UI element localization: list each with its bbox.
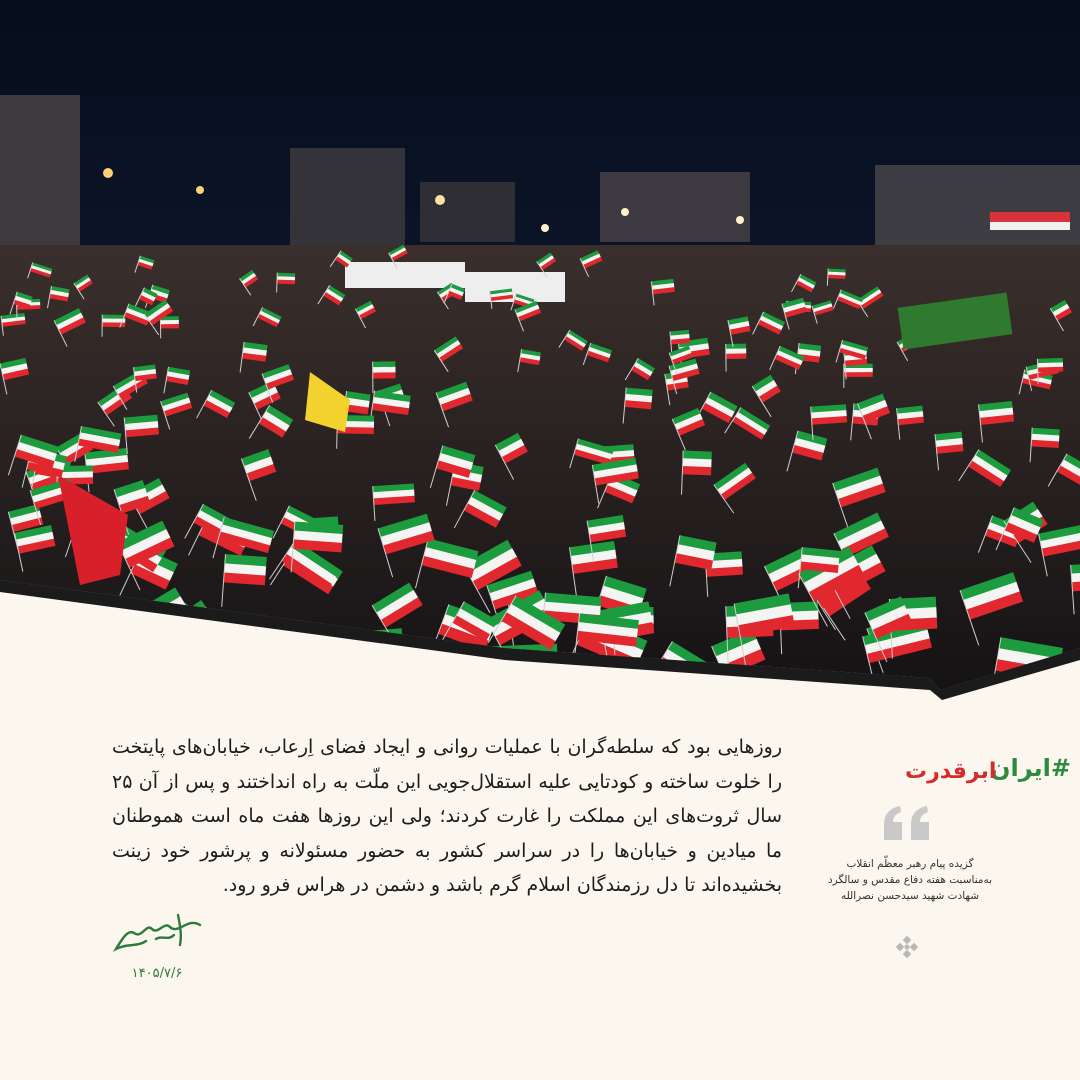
flag [76,635,156,719]
flag [97,607,160,670]
hashtag-logo [820,748,1071,786]
quote-icon [880,800,935,848]
flag [181,614,230,674]
flag [8,621,74,692]
banner [345,262,465,288]
ornament-icon [896,936,918,958]
quote-date: ۱۴۰۵/۷/۶ [131,966,183,981]
caption-line-1: گزیده پیام رهبر معظّم انقلاب [846,858,974,870]
hashtag-part2: ابرقدرت [905,759,997,784]
hashtag-part1: #ایران [990,754,1071,782]
caption [800,856,1020,904]
flag [36,599,117,684]
quote-text: روزهایی بود که سلطه‌گران با عملیات روانی و ایجاد فضای اِرعاب، خیابان‌های پایتخت را خلوت ساخته و کودتایی علیه استقلال‌جویی این ملّت به راه انداختند و پس از آن ۲۵ سال ثروت‌های این مملکت را غارت کردند؛ ولی این روزها هفت ماه است هموطنان ما میادین و خیابان‌ها را در سراسر کشور به حضور مسئولانه و پرشور خود زینت بخشیده‌اند تا دل رزمندگان اسلام گرم باشد و دشمن در هراس فرو رود. [112,736,782,896]
caption-line-2: به‌مناسبت هفته دفاع مقدس و سالگرد [827,874,993,886]
flag [0,642,41,716]
flag [286,632,343,706]
flag [11,649,56,705]
signature-icon [108,905,208,965]
caption-line-3: شهادت شهید سیدحسن نصرالله [840,890,980,902]
